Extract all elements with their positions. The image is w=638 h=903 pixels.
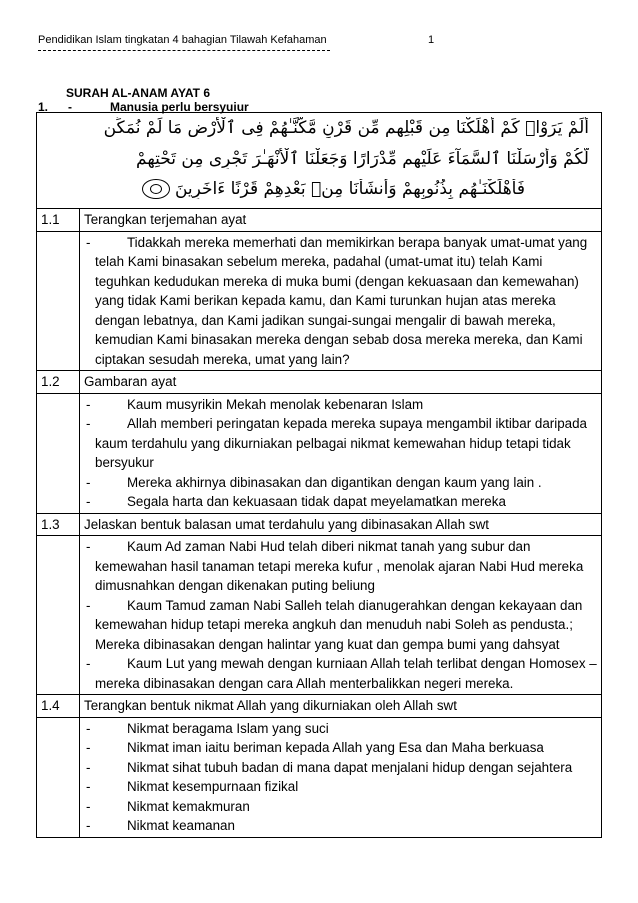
list-item-text: Nikmat iman iaitu beriman kepada Allah yang Esa dan Maha berkuasa bbox=[127, 740, 544, 755]
section-heading: Terangkan terjemahan ayat bbox=[80, 209, 602, 232]
topic-text: Manusia perlu bersyuiur bbox=[110, 100, 249, 114]
section-number-spacer bbox=[37, 717, 80, 837]
section-heading: Gambaran ayat bbox=[80, 371, 602, 394]
section-heading: Jelaskan bentuk balasan umat terdahulu yang dibinasakan Allah swt bbox=[80, 513, 602, 536]
section-heading-row bbox=[37, 513, 602, 536]
section-heading-row bbox=[37, 371, 602, 394]
explanation-table bbox=[36, 208, 602, 838]
list-item-text: Kaum Ad zaman Nabi Hud telah diberi nikmat tanah yang subur dan kemewahan hasil tanaman tetapi mereka kufur , menolak ajaran Nabi Hud mereka dimusnahkan dengan dikenakan puting beliung bbox=[95, 539, 584, 593]
list-item bbox=[84, 473, 597, 493]
bullet-dash: - bbox=[86, 740, 91, 755]
section-body-row bbox=[37, 717, 602, 837]
list-item bbox=[84, 738, 597, 758]
bullet-dash: - bbox=[86, 656, 91, 671]
section-number: 1.4 bbox=[37, 695, 80, 718]
topic-dash: - bbox=[68, 100, 72, 114]
list-item-text: Nikmat beragama Islam yang suci bbox=[127, 720, 329, 736]
list-item bbox=[84, 233, 597, 370]
section-items bbox=[80, 717, 602, 837]
topic-number: 1. bbox=[38, 100, 49, 114]
section-body-row bbox=[37, 393, 602, 513]
page-header bbox=[38, 34, 598, 46]
list-item bbox=[84, 777, 597, 797]
list-item bbox=[84, 797, 597, 817]
bullet-dash: - bbox=[86, 396, 91, 412]
section-heading-row bbox=[37, 695, 602, 718]
section-items bbox=[80, 393, 602, 513]
list-item bbox=[84, 816, 597, 836]
arabic-line-1: أَلَمْ يَرَوْا۟ كَمْ أَهْلَكْنَا مِن قَبْلِهِم مِّن قَرْنٍ مَّكَّنَّـٰهُمْ فِى ٱلْأَرْضِ مَا لَمْ نُمَكِّن bbox=[103, 118, 589, 138]
header-title: Pendidikan Islam tingkatan 4 bahagian Tilawah Kefahaman bbox=[38, 34, 327, 46]
list-item-text: Nikmat kesempurnaan fizikal bbox=[127, 779, 299, 794]
ayah-end-marker-icon bbox=[142, 179, 170, 199]
section-heading-row bbox=[37, 209, 602, 232]
section-items bbox=[80, 231, 602, 371]
bullet-dash: - bbox=[86, 759, 91, 775]
header-divider bbox=[38, 50, 330, 51]
list-item bbox=[84, 537, 597, 596]
bullet-dash: - bbox=[86, 416, 91, 431]
list-item bbox=[84, 654, 597, 693]
arabic-line-3-text: فَأَهْلَكْنَـٰهُم بِذُنُوبِهِمْ وَأَنشَأْنَا مِنۢ بَعْدِهِمْ قَرْنًا ءَاخَرِينَ bbox=[174, 179, 525, 199]
bullet-dash: - bbox=[86, 234, 91, 250]
list-item bbox=[84, 395, 597, 415]
section-number-spacer bbox=[37, 393, 80, 513]
bullet-dash: - bbox=[86, 474, 91, 490]
section-number-spacer bbox=[37, 536, 80, 695]
bullet-dash: - bbox=[86, 597, 91, 613]
list-item bbox=[84, 596, 597, 655]
list-item-text: Tidakkah mereka memerhati dan memikirkan berapa banyak umat-umat yang telah Kami binasakan sebelum mereka, padahal (umat-umat itu) telah Kami teguhkan kedudukan mereka di muka bumi (dengan kekuasaan dan kemewahan) yang tidak Kami berikan kepada kamu, dan Kami turunkan hujan atas mereka dengan lebatnya, dan Kami jadikan sungai-sungai mengalir di bawah mereka, kemudian Kami binasakan mereka dengan sebab dosa mereka mereka, dan Kami ciptakan sesudah mereka, umat yang lain? bbox=[95, 234, 588, 367]
list-item-text: Allah memberi peringatan kepada mereka supaya mengambil iktibar daripada kaum terdahulu yang dikurniakan pelbagai nikmat kemewahan hidup tetapi tidak bersyukur bbox=[95, 416, 588, 470]
list-item-text: Nikmat kemakmuran bbox=[127, 798, 250, 814]
section-body-row bbox=[37, 536, 602, 695]
section-items bbox=[80, 536, 602, 695]
bullet-dash: - bbox=[86, 779, 91, 794]
bullet-dash: - bbox=[86, 818, 91, 833]
page-number: 1 bbox=[428, 34, 435, 46]
list-item bbox=[84, 758, 597, 778]
list-item-text: Kaum Tamud zaman Nabi Salleh telah dianugerahkan dengan kekayaan dan kemewahan hidup tetapi mereka angkuh dan menuduh nabi Soleh as pendusta.; Mereka dibinasakan dengan halintar yang kuat dan gempa bumi yang dahsyat bbox=[95, 597, 583, 652]
list-item bbox=[84, 492, 597, 512]
list-item-text: Nikmat sihat tubuh badan di mana dapat menjalani hidup dengan sejahtera bbox=[127, 759, 573, 775]
list-item-text: Nikmat keamanan bbox=[127, 818, 235, 833]
bullet-dash: - bbox=[86, 798, 91, 814]
list-item-text: Mereka akhirnya dibinasakan dan digantikan dengan kaum yang lain . bbox=[127, 474, 542, 490]
list-item-text: Kaum Lut yang mewah dengan kurniaan Allah telah terlibat dengan Homosex – mereka dibinasakan dengan cara Allah menterbalikkan negeri mereka. bbox=[95, 656, 597, 691]
arabic-verse-box bbox=[36, 112, 602, 208]
section-number: 1.1 bbox=[37, 209, 80, 232]
list-item-text: Kaum musyrikin Mekah menolak kebenaran Islam bbox=[127, 396, 424, 412]
bullet-dash: - bbox=[86, 494, 91, 509]
bullet-dash: - bbox=[86, 720, 91, 736]
arabic-line-3 bbox=[49, 179, 525, 199]
section-number: 1.2 bbox=[37, 371, 80, 394]
section-heading: Terangkan bentuk nikmat Allah yang dikurniakan oleh Allah swt bbox=[80, 695, 602, 718]
bullet-dash: - bbox=[86, 539, 91, 554]
list-item bbox=[84, 414, 597, 473]
list-item bbox=[84, 719, 597, 739]
arabic-line-2: لَّكُمْ وَأَرْسَلْنَا ٱلسَّمَآءَ عَلَيْهِم مِّدْرَارًا وَجَعَلْنَا ٱلْأَنْهَـٰرَ تَجْرِى مِن تَحْتِهِمْ bbox=[136, 149, 589, 169]
list-item-text: Segala harta dan kekuasaan tidak dapat meyelamatkan mereka bbox=[127, 494, 506, 509]
surah-title: SURAH AL-ANAM AYAT 6 bbox=[66, 86, 211, 100]
section-number-spacer bbox=[37, 231, 80, 371]
section-number: 1.3 bbox=[37, 513, 80, 536]
section-body-row bbox=[37, 231, 602, 371]
